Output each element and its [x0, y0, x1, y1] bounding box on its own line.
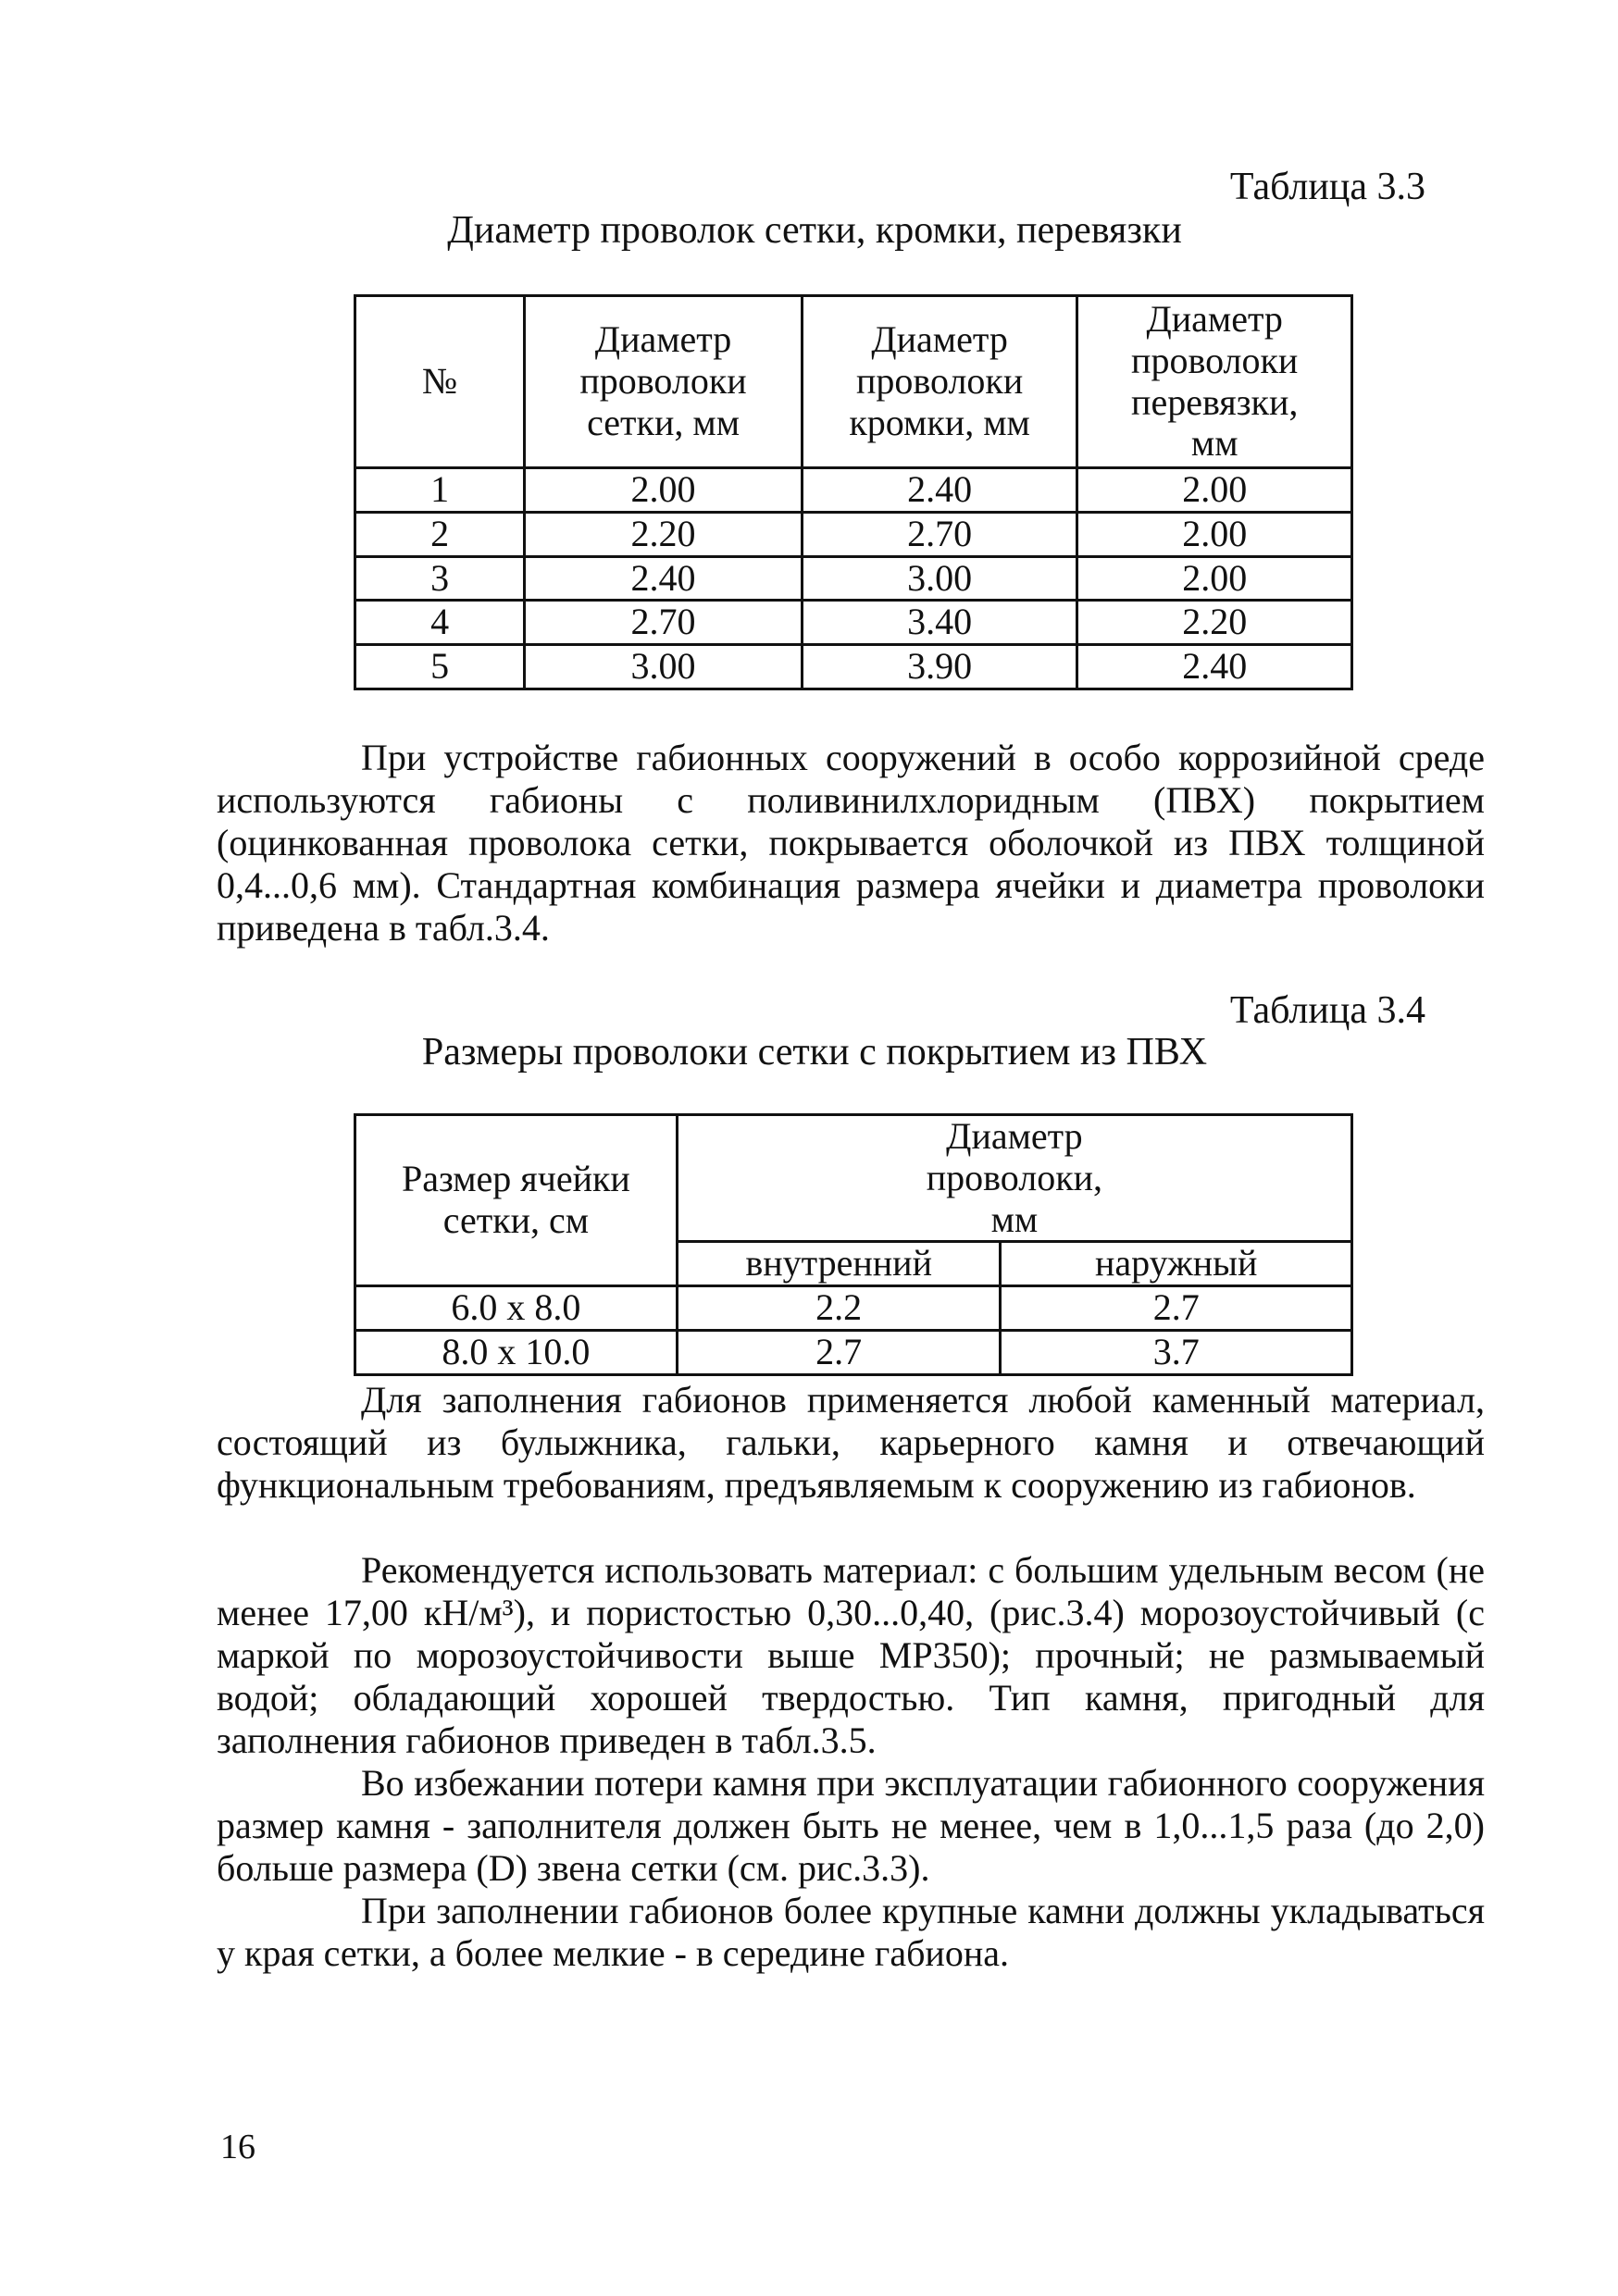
header-number: № [355, 296, 525, 468]
table-3-3-caption: Диаметр проволок сетки, кромки, перевязки [447, 209, 1182, 252]
cell: 8.0 х 10.0 [355, 1331, 678, 1375]
table-header-row [355, 1115, 1352, 1242]
cell: 2.7 [677, 1331, 1001, 1375]
cell: 2.70 [802, 512, 1077, 556]
cell: 2.40 [1077, 645, 1352, 689]
paragraph-filling-material: Для заполнения габионов применяется любой каменный материал, состоящий из булыжника, гальки, карьерного камня и отвечающий функциональным требованиям, предъявляемым к сооружению из габионов. [217, 1379, 1485, 1506]
table-row [355, 512, 1352, 556]
table-row [355, 1286, 1352, 1331]
table-3-4-label: Таблица 3.4 [1229, 989, 1425, 1032]
cell: 4 [355, 601, 525, 645]
header-edge-diameter: Диаметр проволоки кромки, мм [802, 296, 1077, 468]
paragraph-recommended-material: Рекомендуется использовать материал: с большим удельным весом (не менее 17,00 кН/м³), и пористостью 0,30...0,40, (рис.3.4) морозоустойчивый (с маркой по морозоустойчивости выше МР350); прочный; не размываемый водой; обладающий хорошей твердостью. Тип камня, пригодный для заполнения габионов приведен в табл.3.5. [217, 1549, 1485, 1761]
cell: 3 [355, 556, 525, 601]
cell: 2.20 [1077, 601, 1352, 645]
cell: 3.00 [802, 556, 1077, 601]
header-mesh-size: Размер ячейки сетки, см [355, 1115, 678, 1286]
page-number: 16 [220, 2128, 255, 2166]
cell: 2.00 [525, 468, 803, 513]
table-row [355, 601, 1352, 645]
cell: 2.00 [1077, 468, 1352, 513]
cell: 2.20 [525, 512, 803, 556]
table-row [355, 645, 1352, 689]
paragraph-stone-placement: При заполнении габионов более крупные камни должны укладываться у края сетки, а более мелкие - в середине габиона. [217, 1890, 1485, 1974]
table-3-4-caption: Размеры проволоки сетки с покрытием из ПВХ [421, 1031, 1208, 1074]
cell: 2.70 [525, 601, 803, 645]
header-mesh-diameter: Диаметр проволоки сетки, мм [525, 296, 803, 468]
table-row [355, 556, 1352, 601]
header-outer: наружный [1001, 1242, 1352, 1286]
paragraph-pvc-coating: При устройстве габионных сооружений в особо коррозийной среде используются габионы с поливинилхлоридным (ПВХ) покрытием (оцинкованная проволока сетки, покрывается оболочкой из ПВХ толщиной 0,4...0,6 мм). Стандартная комбинация размера ячейки и диаметра проволоки приведена в табл.3.4. [217, 737, 1485, 949]
table-header-row [355, 296, 1352, 468]
cell: 3.40 [802, 601, 1077, 645]
table-row [355, 468, 1352, 513]
header-inner: внутренний [677, 1242, 1001, 1286]
table-3-3 [354, 294, 1353, 690]
cell: 2 [355, 512, 525, 556]
cell: 6.0 х 8.0 [355, 1286, 678, 1331]
table-row [355, 1331, 1352, 1375]
cell: 2.2 [677, 1286, 1001, 1331]
table-3-4 [354, 1113, 1353, 1376]
cell: 3.00 [525, 645, 803, 689]
cell: 2.40 [802, 468, 1077, 513]
cell: 2.7 [1001, 1286, 1352, 1331]
cell: 3.7 [1001, 1331, 1352, 1375]
cell: 2.00 [1077, 556, 1352, 601]
header-tie-diameter: Диаметр проволоки перевязки, мм [1077, 296, 1352, 468]
header-wire-diameter: Диаметр проволоки, мм [677, 1115, 1351, 1242]
cell: 2.40 [525, 556, 803, 601]
cell: 2.00 [1077, 512, 1352, 556]
paragraph-stone-size: Во избежании потери камня при эксплуатации габионного сооружения размер камня - заполнителя должен быть не менее, чем в 1,0...1,5 раза (до 2,0) больше размера (D) звена сетки (см. рис.3.3). [217, 1762, 1485, 1889]
table-3-3-label: Таблица 3.3 [1229, 166, 1425, 208]
cell: 3.90 [802, 645, 1077, 689]
cell: 5 [355, 645, 525, 689]
cell: 1 [355, 468, 525, 513]
